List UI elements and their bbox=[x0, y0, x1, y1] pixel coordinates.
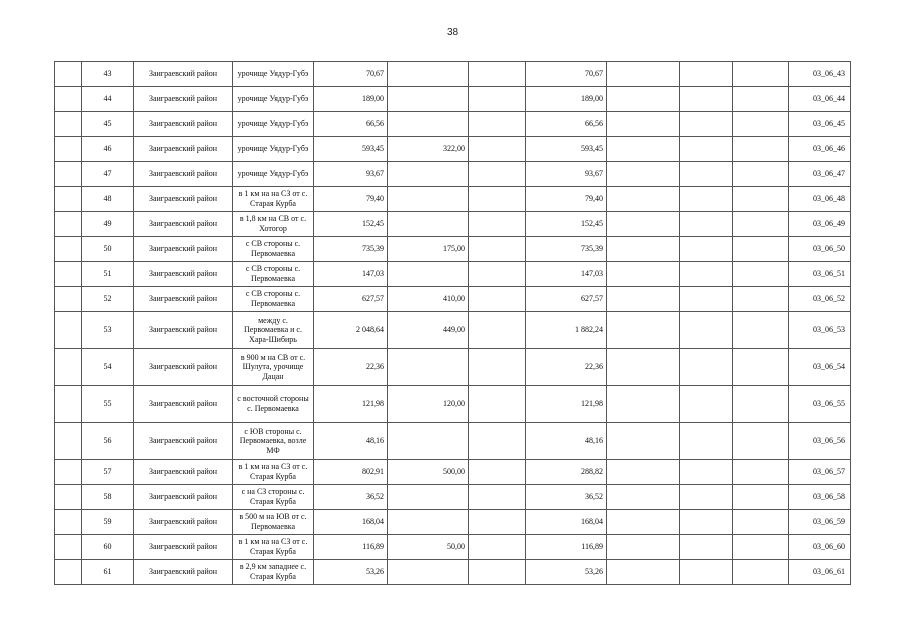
table-row bbox=[55, 349, 851, 386]
empty-cell bbox=[733, 112, 789, 137]
location-cell: с СВ стороны с. Первомаевка bbox=[233, 237, 314, 262]
location-cell: урочище Уядур-Губэ bbox=[233, 137, 314, 162]
location-cell: с СВ стороны с. Первомаевка bbox=[233, 262, 314, 287]
location-cell: урочище Уядур-Губэ bbox=[233, 162, 314, 187]
code-cell: 03_06_59 bbox=[789, 510, 851, 535]
area-part-cell: 410,00 bbox=[388, 287, 469, 312]
empty-cell bbox=[733, 162, 789, 187]
area-part-cell: 322,00 bbox=[388, 137, 469, 162]
area-result-cell: 627,57 bbox=[526, 287, 607, 312]
margin-cell bbox=[55, 312, 82, 349]
empty-cell bbox=[680, 510, 733, 535]
empty-cell bbox=[733, 262, 789, 287]
empty-cell bbox=[680, 485, 733, 510]
code-cell: 03_06_51 bbox=[789, 262, 851, 287]
row-number: 60 bbox=[82, 535, 134, 560]
margin-cell bbox=[55, 187, 82, 212]
empty-cell bbox=[680, 112, 733, 137]
area-total-cell: 48,16 bbox=[314, 423, 388, 460]
district-cell: Заиграевский район bbox=[134, 137, 233, 162]
margin-cell bbox=[55, 349, 82, 386]
area-result-cell: 1 882,24 bbox=[526, 312, 607, 349]
table-body bbox=[55, 62, 851, 585]
code-cell: 03_06_58 bbox=[789, 485, 851, 510]
empty-cell bbox=[607, 87, 680, 112]
area-extra-cell bbox=[469, 137, 526, 162]
empty-cell bbox=[607, 237, 680, 262]
row-number: 50 bbox=[82, 237, 134, 262]
table-row bbox=[55, 312, 851, 349]
area-total-cell: 802,91 bbox=[314, 460, 388, 485]
row-number: 51 bbox=[82, 262, 134, 287]
location-cell: между с. Первомаевка и с. Хара-Шибирь bbox=[233, 312, 314, 349]
row-number: 55 bbox=[82, 386, 134, 423]
table-row bbox=[55, 62, 851, 87]
area-extra-cell bbox=[469, 62, 526, 87]
code-cell: 03_06_47 bbox=[789, 162, 851, 187]
district-cell: Заиграевский район bbox=[134, 423, 233, 460]
district-cell: Заиграевский район bbox=[134, 460, 233, 485]
empty-cell bbox=[733, 62, 789, 87]
area-result-cell: 121,98 bbox=[526, 386, 607, 423]
area-part-cell bbox=[388, 187, 469, 212]
location-cell: в 1,8 км на СВ от с. Хотогор bbox=[233, 212, 314, 237]
table-row bbox=[55, 87, 851, 112]
district-cell: Заиграевский район bbox=[134, 112, 233, 137]
area-extra-cell bbox=[469, 287, 526, 312]
area-extra-cell bbox=[469, 485, 526, 510]
row-number: 58 bbox=[82, 485, 134, 510]
table-row bbox=[55, 535, 851, 560]
area-result-cell: 48,16 bbox=[526, 423, 607, 460]
empty-cell bbox=[680, 187, 733, 212]
empty-cell bbox=[607, 386, 680, 423]
empty-cell bbox=[607, 262, 680, 287]
area-extra-cell bbox=[469, 312, 526, 349]
empty-cell bbox=[680, 237, 733, 262]
empty-cell bbox=[733, 510, 789, 535]
area-part-cell bbox=[388, 212, 469, 237]
area-part-cell bbox=[388, 485, 469, 510]
empty-cell bbox=[607, 485, 680, 510]
district-cell: Заиграевский район bbox=[134, 535, 233, 560]
area-part-cell: 449,00 bbox=[388, 312, 469, 349]
empty-cell bbox=[680, 212, 733, 237]
margin-cell bbox=[55, 237, 82, 262]
code-cell: 03_06_46 bbox=[789, 137, 851, 162]
area-part-cell bbox=[388, 349, 469, 386]
district-cell: Заиграевский район bbox=[134, 62, 233, 87]
margin-cell bbox=[55, 485, 82, 510]
empty-cell bbox=[733, 349, 789, 386]
margin-cell bbox=[55, 87, 82, 112]
district-cell: Заиграевский район bbox=[134, 262, 233, 287]
location-cell: урочище Уядур-Губэ bbox=[233, 87, 314, 112]
area-result-cell: 36,52 bbox=[526, 485, 607, 510]
margin-cell bbox=[55, 262, 82, 287]
empty-cell bbox=[733, 312, 789, 349]
area-part-cell bbox=[388, 510, 469, 535]
code-cell: 03_06_55 bbox=[789, 386, 851, 423]
empty-cell bbox=[733, 423, 789, 460]
area-result-cell: 22,36 bbox=[526, 349, 607, 386]
empty-cell bbox=[680, 560, 733, 585]
district-cell: Заиграевский район bbox=[134, 485, 233, 510]
area-extra-cell bbox=[469, 510, 526, 535]
code-cell: 03_06_57 bbox=[789, 460, 851, 485]
empty-cell bbox=[607, 312, 680, 349]
margin-cell bbox=[55, 212, 82, 237]
area-total-cell: 66,56 bbox=[314, 112, 388, 137]
area-result-cell: 93,67 bbox=[526, 162, 607, 187]
row-number: 56 bbox=[82, 423, 134, 460]
district-cell: Заиграевский район bbox=[134, 87, 233, 112]
margin-cell bbox=[55, 112, 82, 137]
district-cell: Заиграевский район bbox=[134, 162, 233, 187]
empty-cell bbox=[680, 349, 733, 386]
code-cell: 03_06_53 bbox=[789, 312, 851, 349]
area-total-cell: 79,40 bbox=[314, 187, 388, 212]
area-total-cell: 121,98 bbox=[314, 386, 388, 423]
code-cell: 03_06_60 bbox=[789, 535, 851, 560]
area-part-cell bbox=[388, 162, 469, 187]
row-number: 61 bbox=[82, 560, 134, 585]
row-number: 53 bbox=[82, 312, 134, 349]
district-cell: Заиграевский район bbox=[134, 312, 233, 349]
empty-cell bbox=[680, 287, 733, 312]
area-part-cell: 175,00 bbox=[388, 237, 469, 262]
table-row bbox=[55, 137, 851, 162]
empty-cell bbox=[607, 349, 680, 386]
area-result-cell: 79,40 bbox=[526, 187, 607, 212]
row-number: 49 bbox=[82, 212, 134, 237]
empty-cell bbox=[607, 460, 680, 485]
area-total-cell: 2 048,64 bbox=[314, 312, 388, 349]
empty-cell bbox=[733, 87, 789, 112]
empty-cell bbox=[733, 137, 789, 162]
table-row bbox=[55, 212, 851, 237]
area-total-cell: 168,04 bbox=[314, 510, 388, 535]
code-cell: 03_06_44 bbox=[789, 87, 851, 112]
empty-cell bbox=[607, 423, 680, 460]
code-cell: 03_06_49 bbox=[789, 212, 851, 237]
area-total-cell: 53,26 bbox=[314, 560, 388, 585]
table-row bbox=[55, 485, 851, 510]
empty-cell bbox=[733, 287, 789, 312]
margin-cell bbox=[55, 62, 82, 87]
row-number: 47 bbox=[82, 162, 134, 187]
row-number: 48 bbox=[82, 187, 134, 212]
empty-cell bbox=[733, 485, 789, 510]
table-row bbox=[55, 237, 851, 262]
empty-cell bbox=[733, 237, 789, 262]
area-extra-cell bbox=[469, 212, 526, 237]
area-result-cell: 66,56 bbox=[526, 112, 607, 137]
empty-cell bbox=[607, 212, 680, 237]
area-result-cell: 593,45 bbox=[526, 137, 607, 162]
location-cell: с СВ стороны с. Первомаевка bbox=[233, 287, 314, 312]
empty-cell bbox=[607, 287, 680, 312]
location-cell: в 500 м на ЮВ от с. Первомаевка bbox=[233, 510, 314, 535]
area-total-cell: 147,03 bbox=[314, 262, 388, 287]
location-cell: с восточной стороны с. Первомаевка bbox=[233, 386, 314, 423]
location-cell: урочище Уядур-Губэ bbox=[233, 62, 314, 87]
area-extra-cell bbox=[469, 87, 526, 112]
area-part-cell: 120,00 bbox=[388, 386, 469, 423]
table-row bbox=[55, 187, 851, 212]
margin-cell bbox=[55, 560, 82, 585]
area-part-cell bbox=[388, 423, 469, 460]
code-cell: 03_06_56 bbox=[789, 423, 851, 460]
empty-cell bbox=[607, 112, 680, 137]
empty-cell bbox=[607, 162, 680, 187]
area-result-cell: 116,89 bbox=[526, 535, 607, 560]
code-cell: 03_06_45 bbox=[789, 112, 851, 137]
district-cell: Заиграевский район bbox=[134, 187, 233, 212]
empty-cell bbox=[607, 535, 680, 560]
table-row bbox=[55, 262, 851, 287]
district-cell: Заиграевский район bbox=[134, 212, 233, 237]
area-total-cell: 36,52 bbox=[314, 485, 388, 510]
margin-cell bbox=[55, 460, 82, 485]
area-total-cell: 70,67 bbox=[314, 62, 388, 87]
area-extra-cell bbox=[469, 560, 526, 585]
empty-cell bbox=[607, 510, 680, 535]
row-number: 44 bbox=[82, 87, 134, 112]
margin-cell bbox=[55, 510, 82, 535]
area-total-cell: 22,36 bbox=[314, 349, 388, 386]
area-extra-cell bbox=[469, 386, 526, 423]
margin-cell bbox=[55, 287, 82, 312]
district-cell: Заиграевский район bbox=[134, 510, 233, 535]
empty-cell bbox=[680, 262, 733, 287]
row-number: 43 bbox=[82, 62, 134, 87]
area-total-cell: 735,39 bbox=[314, 237, 388, 262]
code-cell: 03_06_43 bbox=[789, 62, 851, 87]
code-cell: 03_06_54 bbox=[789, 349, 851, 386]
empty-cell bbox=[607, 62, 680, 87]
margin-cell bbox=[55, 535, 82, 560]
area-extra-cell bbox=[469, 187, 526, 212]
page-number: 38 bbox=[446, 27, 459, 38]
location-cell: в 900 м на СВ от с. Шулута, урочище Дацан bbox=[233, 349, 314, 386]
table-row bbox=[55, 162, 851, 187]
area-result-cell: 70,67 bbox=[526, 62, 607, 87]
empty-cell bbox=[680, 386, 733, 423]
code-cell: 03_06_52 bbox=[789, 287, 851, 312]
area-result-cell: 168,04 bbox=[526, 510, 607, 535]
area-part-cell bbox=[388, 560, 469, 585]
empty-cell bbox=[680, 312, 733, 349]
table-row bbox=[55, 510, 851, 535]
area-total-cell: 116,89 bbox=[314, 535, 388, 560]
table-row bbox=[55, 386, 851, 423]
margin-cell bbox=[55, 137, 82, 162]
area-extra-cell bbox=[469, 112, 526, 137]
location-cell: в 1 км на на СЗ от с. Старая Курба bbox=[233, 460, 314, 485]
area-extra-cell bbox=[469, 349, 526, 386]
empty-cell bbox=[680, 535, 733, 560]
district-cell: Заиграевский район bbox=[134, 237, 233, 262]
area-result-cell: 53,26 bbox=[526, 560, 607, 585]
area-total-cell: 627,57 bbox=[314, 287, 388, 312]
location-cell: с на СЗ стороны с. Старая Курба bbox=[233, 485, 314, 510]
area-part-cell bbox=[388, 62, 469, 87]
district-cell: Заиграевский район bbox=[134, 386, 233, 423]
district-cell: Заиграевский район bbox=[134, 349, 233, 386]
table-row bbox=[55, 460, 851, 485]
empty-cell bbox=[680, 137, 733, 162]
margin-cell bbox=[55, 423, 82, 460]
area-total-cell: 93,67 bbox=[314, 162, 388, 187]
location-cell: в 1 км на на СЗ от с. Старая Курба bbox=[233, 187, 314, 212]
area-result-cell: 735,39 bbox=[526, 237, 607, 262]
area-extra-cell bbox=[469, 460, 526, 485]
area-result-cell: 147,03 bbox=[526, 262, 607, 287]
margin-cell bbox=[55, 386, 82, 423]
empty-cell bbox=[680, 87, 733, 112]
empty-cell bbox=[680, 423, 733, 460]
area-extra-cell bbox=[469, 162, 526, 187]
area-part-cell bbox=[388, 112, 469, 137]
code-cell: 03_06_48 bbox=[789, 187, 851, 212]
empty-cell bbox=[733, 560, 789, 585]
location-cell: в 1 км на на СЗ от с. Старая Курба bbox=[233, 535, 314, 560]
area-part-cell bbox=[388, 87, 469, 112]
empty-cell bbox=[680, 460, 733, 485]
row-number: 45 bbox=[82, 112, 134, 137]
district-cell: Заиграевский район bbox=[134, 287, 233, 312]
area-extra-cell bbox=[469, 535, 526, 560]
area-total-cell: 189,00 bbox=[314, 87, 388, 112]
table-row bbox=[55, 287, 851, 312]
empty-cell bbox=[680, 62, 733, 87]
area-part-cell: 500,00 bbox=[388, 460, 469, 485]
code-cell: 03_06_61 bbox=[789, 560, 851, 585]
location-cell: урочище Уядур-Губэ bbox=[233, 112, 314, 137]
area-result-cell: 152,45 bbox=[526, 212, 607, 237]
area-result-cell: 288,82 bbox=[526, 460, 607, 485]
table-row bbox=[55, 423, 851, 460]
code-cell: 03_06_50 bbox=[789, 237, 851, 262]
row-number: 57 bbox=[82, 460, 134, 485]
row-number: 52 bbox=[82, 287, 134, 312]
empty-cell bbox=[607, 137, 680, 162]
area-result-cell: 189,00 bbox=[526, 87, 607, 112]
empty-cell bbox=[733, 187, 789, 212]
area-total-cell: 593,45 bbox=[314, 137, 388, 162]
empty-cell bbox=[607, 187, 680, 212]
empty-cell bbox=[607, 560, 680, 585]
empty-cell bbox=[733, 460, 789, 485]
empty-cell bbox=[680, 162, 733, 187]
area-part-cell: 50,00 bbox=[388, 535, 469, 560]
row-number: 54 bbox=[82, 349, 134, 386]
location-cell: с ЮВ стороны с. Первомаевка, возле МФ bbox=[233, 423, 314, 460]
empty-cell bbox=[733, 212, 789, 237]
margin-cell bbox=[55, 162, 82, 187]
district-cell: Заиграевский район bbox=[134, 560, 233, 585]
land-plots-table bbox=[54, 61, 851, 585]
area-part-cell bbox=[388, 262, 469, 287]
row-number: 46 bbox=[82, 137, 134, 162]
location-cell: в 2,9 км западнее с. Старая Курба bbox=[233, 560, 314, 585]
area-extra-cell bbox=[469, 423, 526, 460]
area-total-cell: 152,45 bbox=[314, 212, 388, 237]
row-number: 59 bbox=[82, 510, 134, 535]
table-row bbox=[55, 560, 851, 585]
area-extra-cell bbox=[469, 237, 526, 262]
empty-cell bbox=[733, 535, 789, 560]
area-extra-cell bbox=[469, 262, 526, 287]
empty-cell bbox=[733, 386, 789, 423]
table-row bbox=[55, 112, 851, 137]
